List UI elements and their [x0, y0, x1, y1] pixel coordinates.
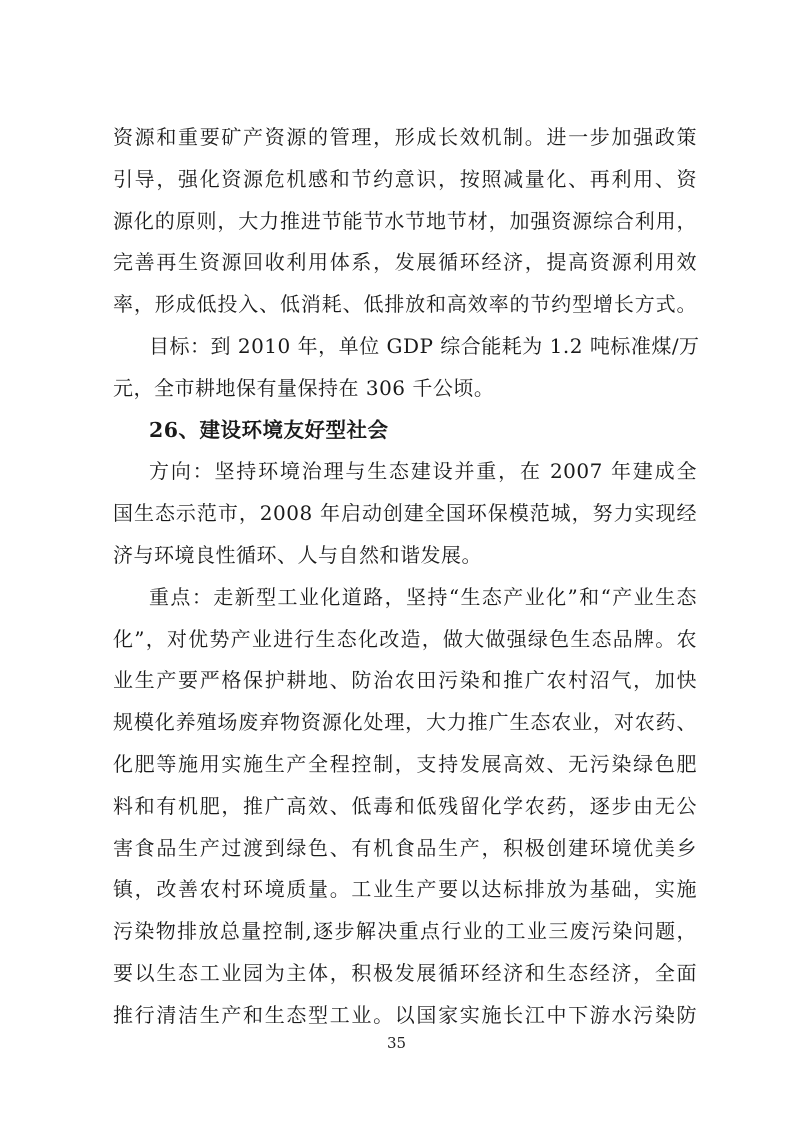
text-line: 规模化养殖场废弃物资源化处理，大力推广生态农业，对农药、 [113, 710, 697, 735]
text-line: 国生态示范市，2008 年启动创建全国环保模范城，努力实现经 [113, 501, 697, 526]
heading-line: 26、建设环境友好型社会 [149, 417, 389, 442]
document-body [113, 117, 700, 1037]
text-line: 方向：坚持环境治理与生态建设并重，在 2007 年建成全 [149, 459, 697, 484]
text-line: 化”，对优势产业进行生态化改造，做大做强绿色生态品牌。农 [113, 626, 697, 651]
text-line: 镇，改善农村环境质量。工业生产要以达标排放为基础，实施 [113, 877, 697, 902]
text-line: 完善再生资源回收利用体系，发展循环经济，提高资源利用效 [113, 250, 697, 275]
paragraph [113, 451, 697, 576]
text-line: 污染物排放总量控制,逐步解决重点行业的工业三废污染问题， [113, 919, 697, 944]
text-line: 济与环境良性循环、人与自然和谐发展。 [113, 542, 482, 567]
text-line: 引导，强化资源危机感和节约意识，按照减量化、再利用、资 [113, 166, 697, 191]
text-line: 料和有机肥，推广高效、低毒和低残留化学农药，逐步由无公 [113, 793, 697, 818]
text-line: 重点：走新型工业化道路，坚持“生态产业化”和“产业生态 [149, 584, 697, 609]
text-line: 要以生态工业园为主体，积极发展循环经济和生态经济，全面 [113, 960, 697, 985]
text-line: 化肥等施用实施生产全程控制，支持发展高效、无污染绿色肥 [113, 751, 697, 776]
section-heading [113, 410, 697, 452]
text-line: 害食品生产过渡到绿色、有机食品生产，积极创建环境优美乡 [113, 835, 697, 860]
text-line: 源化的原则，大力推进节能节水节地节材，加强资源综合利用， [113, 208, 697, 233]
paragraph [113, 326, 700, 410]
paragraph [113, 117, 697, 326]
text-line: 目标：到 2010 年，单位 GDP 综合能耗为 1.2 吨标准煤/万 [149, 333, 700, 358]
text-line: 率，形成低投入、低消耗、低排放和高效率的节约型增长方式。 [113, 292, 697, 317]
text-line: 资源和重要矿产资源的管理，形成长效机制。进一步加强政策 [113, 125, 697, 149]
text-line: 元，全市耕地保有量保持在 306 千公顷。 [113, 375, 495, 400]
page-number: 35 [386, 1034, 407, 1052]
text-line: 推行清洁生产和生态型工业。以国家实施长江中下游水污染防 [113, 1002, 697, 1027]
paragraph [113, 577, 697, 1037]
text-line: 业生产要严格保护耕地、防治农田污染和推广农村沼气，加快 [113, 668, 697, 693]
